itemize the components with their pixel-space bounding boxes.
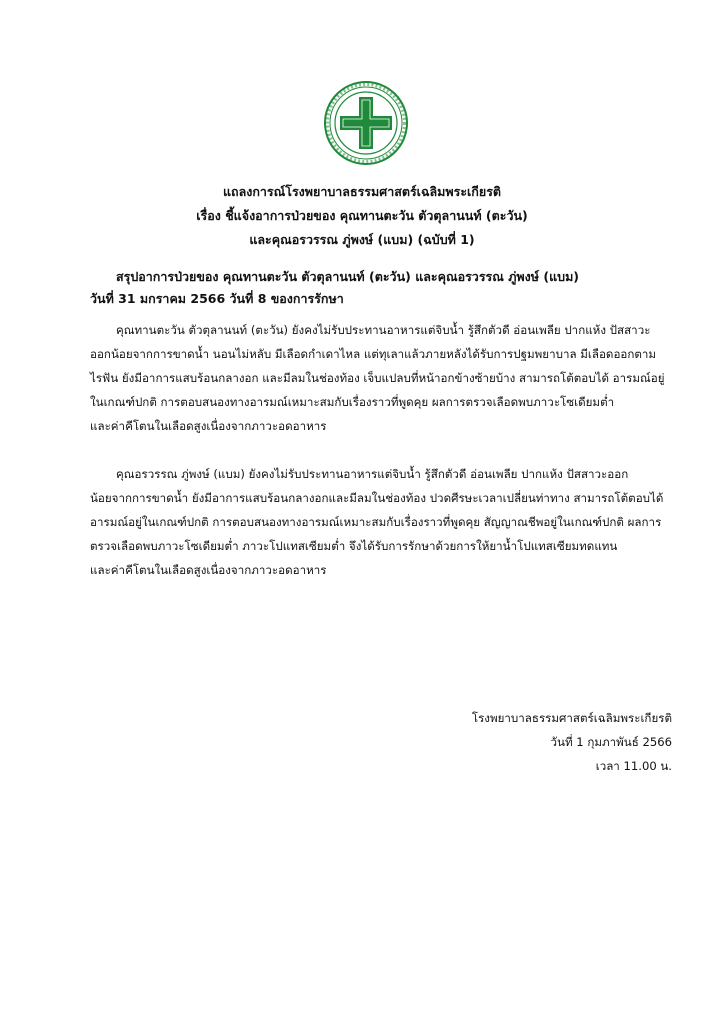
signature-block [352, 706, 672, 778]
paragraph-line: ตรวจเลือดพบภาวะโซเดียมต่ำ ภาวะโปแทสเซียมต่ำ จึงได้รับการรักษาด้วยการให้ยาน้ำโปแทสเซียมทดแทน [90, 539, 618, 553]
paragraph-line: อารมณ์อยู่ในเกณฑ์ปกติ การตอบสนองทางอารมณ์เหมาะสมกับเรื่องราวที่พูดคุย สัญญาณชีพอยู่ในเกณฑ์ปกติ ผลการ [90, 515, 662, 529]
summary-line-1: สรุปอาการป่วยของ คุณทานตะวัน ตัวตุลานนท์ (ตะวัน) และคุณอรวรรณ ภู่พงษ์ (แบม) [116, 269, 580, 284]
paragraph-tawan [90, 318, 680, 438]
title-line-2: เรื่อง ชี้แจ้งอาการป่วยของ คุณทานตะวัน ตัวตุลานนท์ (ตะวัน) [196, 208, 528, 223]
title-line-3: และคุณอรวรรณ ภู่พงษ์ (แบม) (ฉบับที่ 1) [249, 232, 475, 247]
signature-time: เวลา 11.00 น. [595, 759, 672, 773]
paragraph-line: ไรฟัน ยังมีอาการแสบร้อนกลางอก และมีลมในช่องท้อง เจ็บแปลบที่หน้าอกข้างซ้ายบ้าง สามารถโต้ตอบได้ อารมณ์อยู่ [90, 371, 665, 385]
paragraph-line: และค่าคีโตนในเลือดสูงเนื่องจากภาวะอดอาหาร [90, 419, 327, 433]
title-line-1: แถลงการณ์โรงพยาบาลธรรมศาสตร์เฉลิมพระเกียรติ [222, 184, 502, 199]
paragraph-line: คุณอรวรรณ ภู่พงษ์ (แบม) ยังคงไม่รับประทานอาหารแต่จิบน้ำ รู้สึกตัวดี อ่อนเพลีย ปากแห้ง ปัสสาวะออก [116, 467, 629, 481]
signature-organization: โรงพยาบาลธรรมศาสตร์เฉลิมพระเกียรติ [471, 711, 672, 725]
hospital-seal-logo-icon [323, 80, 409, 166]
paragraph-line: คุณทานตะวัน ตัวตุลานนท์ (ตะวัน) ยังคงไม่รับประทานอาหารแต่จิบน้ำ รู้สึกตัวดี อ่อนเพลีย ปากแห้ง ปัสสาวะ [116, 323, 651, 337]
paragraph-line: ออกน้อยจากการขาดน้ำ นอนไม่หลับ มีเลือดกำเดาไหล แต่ทุเลาแล้วภายหลังได้รับการปฐมพยาบาล มีเลือดออกตาม [90, 347, 657, 361]
statement-title [60, 180, 664, 252]
paragraph-line: ในเกณฑ์ปกติ การตอบสนองทางอารมณ์เหมาะสมกับเรื่องราวที่พูดคุย ผลการตรวจเลือดพบภาวะโซเดียมต่ำ [90, 395, 615, 409]
paragraph-line: และค่าคีโตนในเลือดสูงเนื่องจากภาวะอดอาหาร [90, 563, 327, 577]
paragraph-bam [90, 462, 680, 582]
summary-heading [90, 266, 670, 310]
paragraph-line: น้อยจากการขาดน้ำ ยังมีอาการแสบร้อนกลางอกและมีลมในช่องท้อง ปวดศีรษะเวลาเปลี่ยนท่าทาง สามารถโต้ตอบได้ [90, 491, 664, 505]
signature-date: วันที่ 1 กุมภาพันธ์ 2566 [550, 735, 672, 749]
summary-line-2: วันที่ 31 มกราคม 2566 วันที่ 8 ของการรักษา [90, 291, 344, 306]
